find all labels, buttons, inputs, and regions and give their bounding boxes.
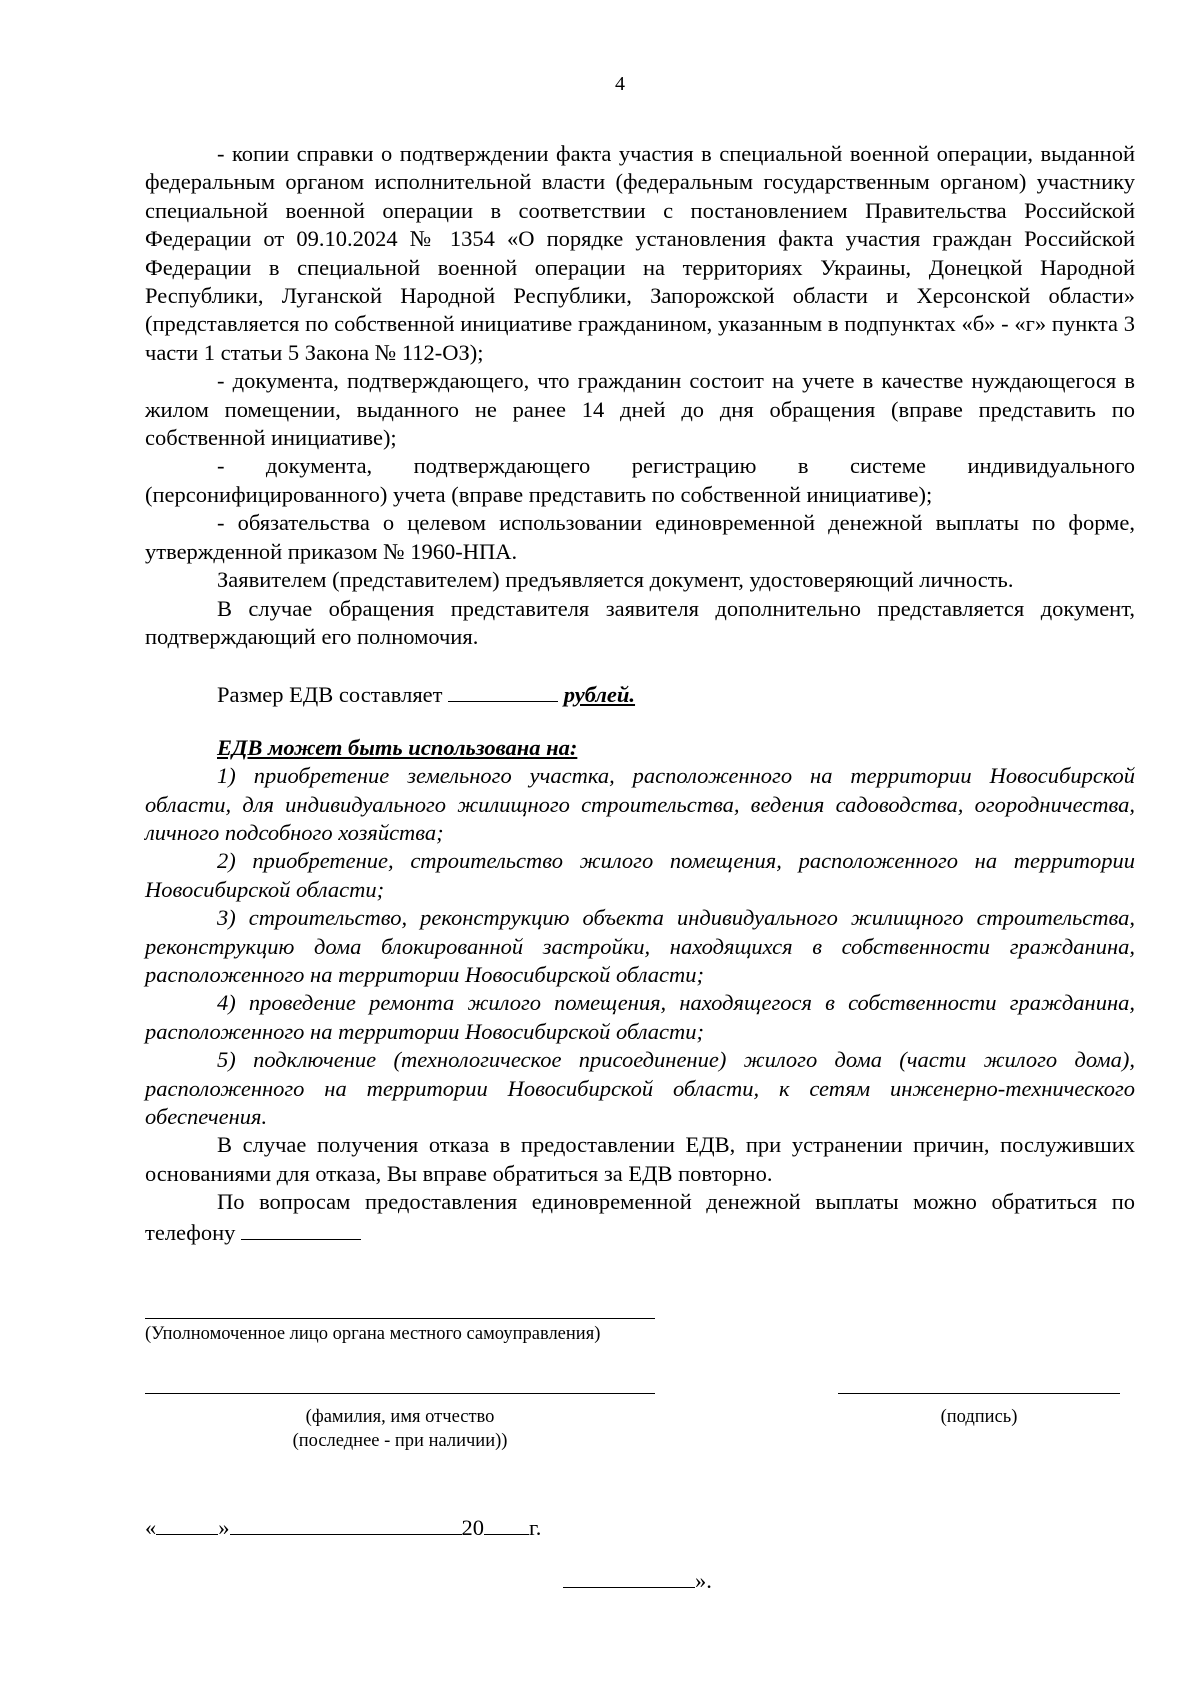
name-caption-line-2: (последнее - при наличии)) <box>292 1431 508 1451</box>
signature-line <box>838 1393 1120 1394</box>
closing-mark: ». <box>695 1568 712 1593</box>
date-century: 20 <box>461 1515 484 1540</box>
date-year-suffix: г. <box>529 1515 542 1540</box>
day-blank <box>156 1512 218 1535</box>
authority-caption: (Уполномоченное лицо органа местного самоуправления) <box>145 1324 601 1344</box>
uses-heading: ЕДВ может быть использована на: <box>217 734 578 760</box>
amount-blank <box>448 679 558 702</box>
use-item: 2) приобретение, строительство жилого помещения, расположенного на территории Новосибирской области; <box>145 848 1135 902</box>
uses-heading-line <box>145 734 1135 762</box>
page-number: 4 <box>615 73 625 95</box>
use-item: 4) проведение ремонта жилого помещения, находящегося в собственности гражданина, расположенного на территории Новосибирской области; <box>145 990 1135 1044</box>
signature-caption: (подпись) <box>940 1407 1018 1427</box>
paragraph-registration-document: - документа, подтверждающего регистрацию в системе индивидуального (персонифицированного) учета (вправе представить по собственной инициативе); <box>145 453 1135 507</box>
document-body <box>145 140 1135 1247</box>
date-line <box>145 1512 541 1542</box>
authority-line <box>145 1318 655 1319</box>
phone-blank <box>241 1217 361 1240</box>
year-blank <box>484 1512 529 1535</box>
use-item: 1) приобретение земельного участка, расположенного на территории Новосибирской области, для индивидуального жилищного строительства, ведения садоводства, огородничества, личного подсобного хозяйства; <box>145 763 1135 845</box>
amount-label: Размер ЕДВ составляет <box>217 682 443 708</box>
use-item: 3) строительство, реконструкцию объекта индивидуального жилищного строительства, реконструкцию дома блокированной застройки, находящихся в собственности гражданина, расположенного на территории Новосибирской области; <box>145 905 1135 987</box>
date-close-quote: » <box>218 1515 230 1540</box>
name-line <box>145 1393 655 1394</box>
paragraph-obligation: - обязательства о целевом использовании единовременной денежной выплаты по форме, утвержденной приказом № 1960-НПА. <box>145 510 1135 564</box>
amount-currency: рублей. <box>563 682 636 708</box>
paragraph-housing-need-document: - документа, подтверждающего, что гражданин состоит на учете в качестве нуждающегося в жилом помещении, выданного не ранее 14 дней до дня обращения (вправе представить по собственной инициативе); <box>145 368 1135 451</box>
paragraph-representative: В случае обращения представителя заявителя дополнительно представляется документ, подтверждающий его полномочия. <box>145 595 1135 649</box>
amount-line <box>145 679 1135 709</box>
use-item: 5) подключение (технологическое присоединение) жилого дома (части жилого дома), расположенного на территории Новосибирской области, к сетям инженерно-технического обеспечения. <box>145 1047 1135 1129</box>
paragraph-certificate-copy: - копии справки о подтверждении факта участия в специальной военной операции, выданной федеральным органом исполнительной власти (федеральным государственным органом) участнику специальной военной операции в соответствии с постановлением Правительства Российской Федерации от 09.10.2024 № 1354 «О порядке установления факта участия граждан Российской Федерации в специальной военной операции на территориях Украины, Донецкой Народной Республики, Луганской Народной Республики, Запорожской области и Херсонской области» (представляется по собственной инициативе гражданином, указанным в подпунктах «б» - «г» пункта 3 части 1 статьи 5 Закона № 112-ОЗ); <box>145 141 1135 365</box>
closing-line <box>563 1565 712 1595</box>
name-caption-line-1: (фамилия, имя отчество <box>305 1407 495 1427</box>
date-open-quote: « <box>145 1515 157 1540</box>
paragraph-refusal: В случае получения отказа в предоставлении ЕДВ, при устранении причин, послуживших основаниями для отказа, Вы вправе обратиться за ЕДВ повторно. <box>145 1132 1135 1186</box>
month-blank <box>230 1512 462 1535</box>
paragraph-contact <box>145 1188 1135 1247</box>
closing-blank <box>563 1565 695 1588</box>
paragraph-identity-document: Заявителем (представителем) предъявляется документ, удостоверяющий личность. <box>217 567 1014 593</box>
contact-text: По вопросам предоставления единовременной денежной выплаты можно обратиться по телефону <box>145 1189 1135 1245</box>
